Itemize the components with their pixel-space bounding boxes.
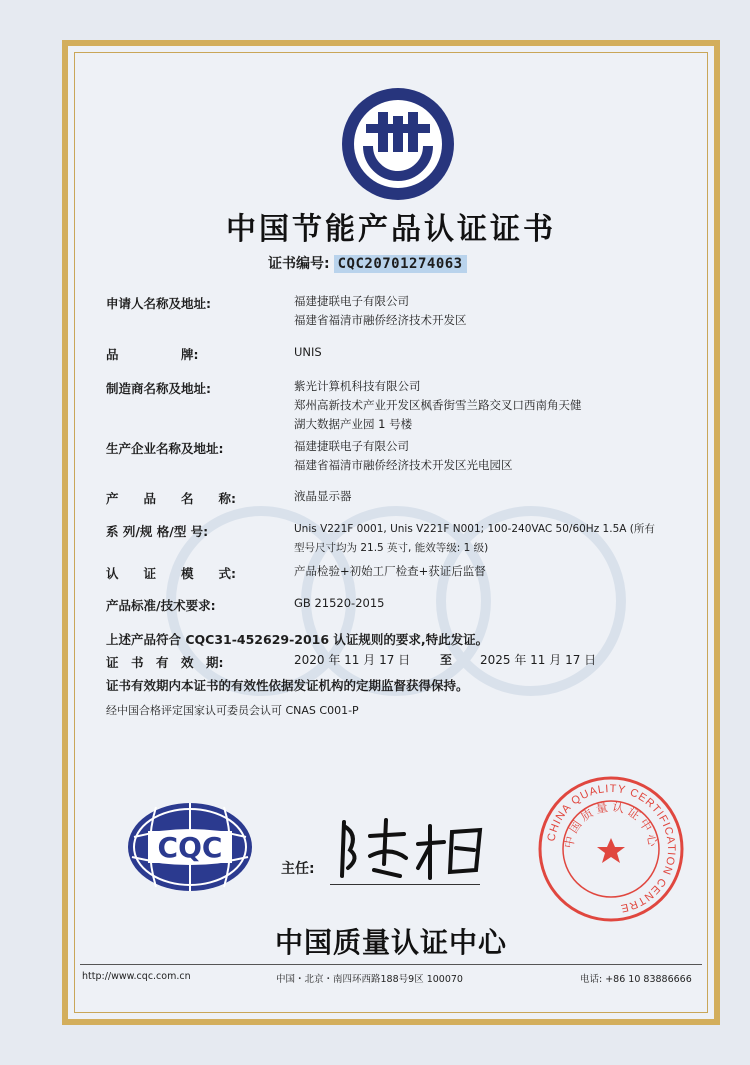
director-label: 主任: <box>281 861 315 877</box>
footer-address: 中国・北京・南四环西路188号9区 100070 <box>276 974 463 985</box>
applicant-label: 申请人名称及地址: <box>106 296 211 311</box>
maintenance-statement: 证书有效期内本证书的有效性依据发证机构的定期监督获得保持。 <box>106 678 469 693</box>
manufacturer-line: 湖大数据产业园 1 号楼 <box>294 417 413 431</box>
accreditation-statement: 经中国合格评定国家认可委员会认可 CNAS C001-P <box>106 704 359 717</box>
validity-from: 2020 年 11 月 17 日 <box>294 653 411 667</box>
manufacturer-label: 制造商名称及地址: <box>106 381 211 396</box>
standard-value: GB 21520-2015 <box>294 596 385 610</box>
manufacturer-line: 紫光计算机科技有限公司 <box>294 379 421 393</box>
cqc-emblem-icon <box>338 84 458 204</box>
model-line: 型号尺寸均为 21.5 英寸, 能效等级: 1 级) <box>294 542 489 554</box>
validity-label: 证 书 有 效 期: <box>106 655 224 670</box>
manufacturer-value <box>294 377 582 434</box>
model-line: Unis V221F 0001, Unis V221F N001; 100-240VAC 50/60Hz 1.5A (所有 <box>294 523 655 535</box>
factory-label: 生产企业名称及地址: <box>106 441 224 456</box>
certificate-number-label: 证书编号: <box>268 256 330 272</box>
certificate-number-row <box>268 253 467 273</box>
signature-line <box>330 884 480 885</box>
factory-line: 福建捷联电子有限公司 <box>294 439 409 453</box>
applicant-line: 福建捷联电子有限公司 <box>294 294 409 308</box>
certificate-number: CQC20701274063 <box>334 255 467 273</box>
validity-to: 2025 年 11 月 17 日 <box>480 653 597 667</box>
footer-divider <box>80 964 702 965</box>
mode-value: 产品检验+初始工厂检查+获证后监督 <box>294 564 486 578</box>
mode-label: 认 证 模 式: <box>106 566 236 581</box>
footer-website: http://www.cqc.com.cn <box>82 971 191 982</box>
compliance-statement: 上述产品符合 CQC31-452629-2016 认证规则的要求,特此发证。 <box>106 632 489 647</box>
standard-label: 产品标准/技术要求: <box>106 598 216 613</box>
brand-label: 品 牌: <box>106 347 199 362</box>
signature-icon <box>330 806 490 886</box>
product-label: 产 品 名 称: <box>106 491 236 506</box>
issuer-name: 中国质量认证中心 <box>274 926 507 959</box>
model-value <box>294 520 655 558</box>
applicant-line: 福建省福清市融侨经济技术开发区 <box>294 313 467 327</box>
certification-seal-icon <box>536 774 686 924</box>
cqc-logo-text: CQC <box>157 831 223 864</box>
seal-outer-text: CHINA QUALITY CERTIFICATION CENTRE <box>545 782 678 915</box>
model-label: 系 列/规 格/型 号: <box>106 524 209 539</box>
factory-line: 福建省福清市融侨经济技术开发区光电园区 <box>294 458 513 472</box>
certificate-frame <box>62 40 720 1025</box>
validity-to-word: 至 <box>440 653 453 667</box>
certificate-title: 中国节能产品认证证书 <box>226 212 556 247</box>
manufacturer-line: 郑州高新技术产业开发区枫香街雪兰路交叉口西南角天健 <box>294 398 582 412</box>
footer-phone: 电话: +86 10 83886666 <box>580 974 692 985</box>
product-value: 液晶显示器 <box>294 489 352 503</box>
cqc-globe-logo-icon <box>126 801 254 893</box>
brand-value: UNIS <box>294 345 322 359</box>
factory-value <box>294 437 513 475</box>
seal-inner-text: 中国质量认证中心 <box>561 799 661 851</box>
applicant-value <box>294 292 467 330</box>
